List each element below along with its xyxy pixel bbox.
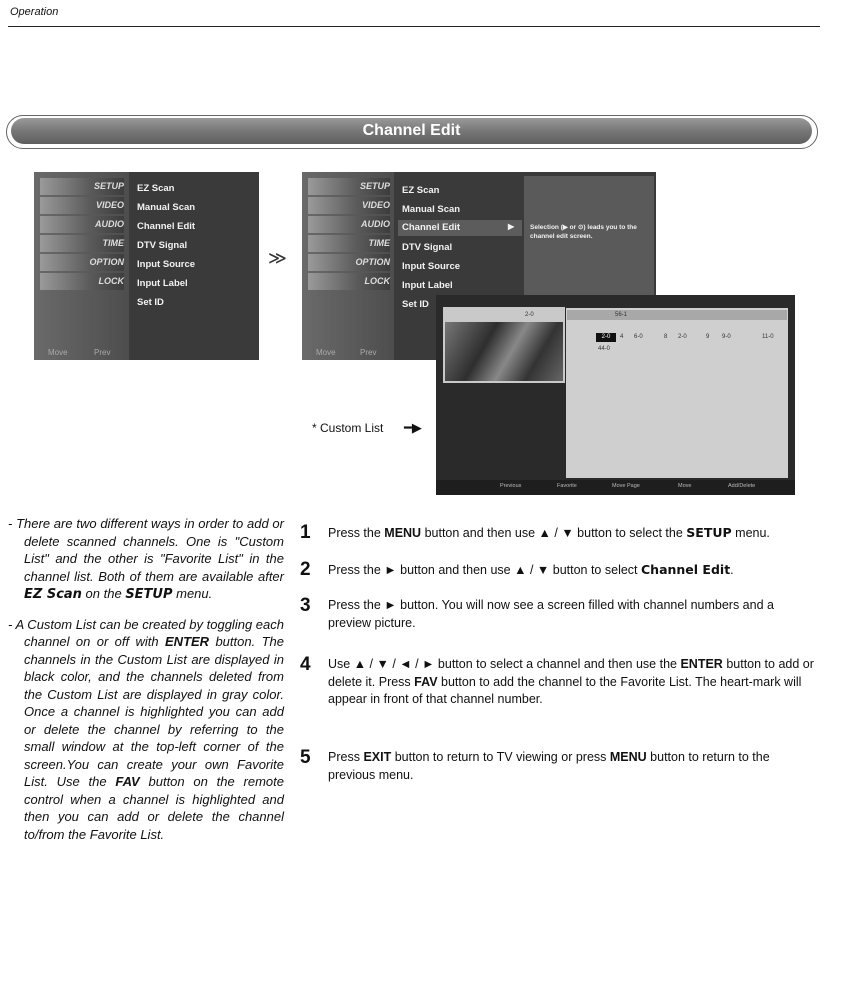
text-run: SETUP xyxy=(125,587,173,602)
step-number: 3 xyxy=(300,595,311,616)
text-run: on the xyxy=(81,586,126,601)
section-label: Operation xyxy=(10,6,59,18)
custom-list-label: * Custom List xyxy=(312,421,384,435)
text-run: Press the ► button and then use ▲ / ▼ button to select xyxy=(328,563,641,577)
text-run: . xyxy=(730,563,734,577)
note-paragraph: - A Custom List can be created by toggling each channel on or off with ENTER button. The channels in the Custom List are displayed in black color, and the channels deleted from the Custom List are displayed in gray color. Once a channel is highlighted you can add or delete the channel by referring to the small window at the top-left corner of the screen.You can create your own Favorite List. Use the FAV button on the remote control when a channel is highlighted and then you can add or delete the channel to/from the Favorite List. xyxy=(8,616,284,842)
menu-item-dtv-signal: DTV Signal xyxy=(137,240,188,251)
text-run: button to return to TV viewing or press xyxy=(391,750,610,764)
text-run: menu. xyxy=(172,586,213,601)
footer-move: Move xyxy=(678,483,692,489)
arrow-right-icon: ━▶ xyxy=(404,420,422,435)
menu-tab-setup: SETUP xyxy=(308,178,390,195)
menu-item-channel-edit: Channel Edit xyxy=(402,222,461,233)
text-run: button to add the channel to the Favorite List. The heart-mark will appear in front of that channel number. xyxy=(328,674,802,706)
step-text xyxy=(328,524,820,543)
channel-cell: 44-0 xyxy=(598,346,611,352)
menu-footer-prev: Prev xyxy=(94,348,111,357)
channel-highlighted: 2-0 xyxy=(596,333,616,342)
menu-tab-column xyxy=(34,172,129,360)
step-text xyxy=(328,561,820,580)
text-run: button to return to the previous menu. xyxy=(328,750,770,782)
menu-tab-setup: SETUP xyxy=(40,178,124,195)
text-run: menu. xyxy=(731,526,770,540)
step-number: 4 xyxy=(300,654,311,675)
menu-item-input-label: Input Label xyxy=(137,278,188,289)
menu-tab-lock: LOCK xyxy=(308,273,390,290)
menu-item-ez-scan: EZ Scan xyxy=(137,183,175,194)
text-run: A Custom List can be created by toggling each channel on or off with xyxy=(15,616,284,649)
menu-item-set-id: Set ID xyxy=(137,297,164,308)
text-run: button on the remote control when a channel is highlighted and then you can add or delete the channel to/from the Favorite List. xyxy=(24,774,284,842)
channel-cell: 2-0 xyxy=(678,334,687,340)
channel-grid-title: 56-1 xyxy=(615,312,628,318)
menu-tab-time: TIME xyxy=(308,235,390,252)
text-run: Channel Edit xyxy=(641,562,731,577)
text-run: Use ▲ / ▼ / ◄ / ► button to select a channel and then use the xyxy=(328,657,681,671)
header-rule xyxy=(8,26,820,27)
step-text xyxy=(328,656,820,709)
text-run: ENTER xyxy=(680,657,723,671)
menu-item-input-source: Input Source xyxy=(402,261,461,272)
menu-footer-move: Move xyxy=(48,348,68,357)
menu-tab-lock: LOCK xyxy=(40,273,124,290)
footer-move-page: Move Page xyxy=(612,483,640,489)
channel-grid-header xyxy=(567,310,787,320)
menu-tab-audio: AUDIO xyxy=(40,216,124,233)
menu-tab-video: VIDEO xyxy=(308,197,390,214)
preview-channel-number: 2-0 xyxy=(525,312,534,318)
step-text xyxy=(328,749,820,784)
footer-add-delete: Add/Delete xyxy=(728,483,756,489)
text-run: button. The channels in the Custom List are displayed in black color, and the channels deleted from the Custom List are displayed in gray color. Once a channel is highlighted you can add or delete the channel by referring to the small window at the top-left corner of the screen.You can create your own Favorite List. Use the xyxy=(24,634,284,789)
menu-item-dtv-signal: DTV Signal xyxy=(402,242,453,253)
text-run: Press the ► button. You will now see a screen filled with channel numbers and a preview picture. xyxy=(328,598,774,630)
channel-cell: 9 xyxy=(706,334,710,340)
channel-cell: 8 xyxy=(664,334,668,340)
channel-cell: 6-0 xyxy=(634,334,643,340)
menu-item-channel-edit: Channel Edit xyxy=(137,221,196,232)
text-run: There are two different ways in order to add or delete scanned channels. One is "Custom List" and the other is "Favorite List" in the channel list. Both of them are available after xyxy=(16,516,284,584)
footer-favorite: Favorite xyxy=(557,483,577,489)
text-run: SETUP xyxy=(686,525,732,540)
double-arrow-icon: ≫ xyxy=(268,248,287,268)
text-run: MENU xyxy=(609,750,647,764)
menu-item-ez-scan: EZ Scan xyxy=(402,185,440,196)
preview-picture xyxy=(445,322,563,381)
text-run: button to add or delete it. Press xyxy=(328,657,814,689)
menu-item-input-label: Input Label xyxy=(402,280,453,291)
text-run: EZ Scan xyxy=(24,587,82,602)
text-run: EXIT xyxy=(363,750,392,764)
menu-tab-option: OPTION xyxy=(308,254,390,271)
text-run: FAV xyxy=(414,674,438,689)
menu-footer-prev: Prev xyxy=(360,348,377,357)
menu-tab-audio: AUDIO xyxy=(308,216,390,233)
text-run: button and then use ▲ / ▼ button to select the xyxy=(421,526,687,540)
menu-item-set-id: Set ID xyxy=(402,299,429,310)
channel-cell: 9-0 xyxy=(722,334,731,340)
selected-marker-icon: ▶ xyxy=(508,222,515,231)
text-run: FAV xyxy=(115,774,140,789)
footer-previous: Previous xyxy=(500,483,522,489)
menu-help-text: Selection (▶ or ⊙) leads you to the channel edit screen. xyxy=(530,224,637,240)
menu-tab-video: VIDEO xyxy=(40,197,124,214)
menu-footer-move: Move xyxy=(316,348,336,357)
note-paragraph: - There are two different ways in order to add or delete scanned channels. One is "Custom List" and the other is "Favorite List" in the channel list. Both of them are available after EZ Scan on the SETUP menu. xyxy=(8,516,284,602)
menu-item-input-source: Input Source xyxy=(137,259,196,270)
menu-tab-option: OPTION xyxy=(40,254,124,271)
menu-item-manual-scan: Manual Scan xyxy=(137,202,196,213)
text-run: ENTER xyxy=(165,634,210,649)
setup-menu-screenshot xyxy=(34,172,259,360)
step-number: 5 xyxy=(300,747,311,768)
channel-cell: 4 xyxy=(620,334,624,340)
text-run: Press xyxy=(328,750,364,764)
menu-tab-time: TIME xyxy=(40,235,124,252)
channel-cell: 11-0 xyxy=(762,334,774,340)
step-text xyxy=(328,597,820,632)
menu-item-manual-scan: Manual Scan xyxy=(402,204,461,215)
text-run: MENU xyxy=(384,526,422,540)
step-number: 2 xyxy=(300,559,311,580)
step-number: 1 xyxy=(300,522,311,543)
text-run: Press the xyxy=(328,526,385,540)
menu-tab-column xyxy=(302,172,394,360)
notes-column xyxy=(8,515,284,855)
page-title: Channel Edit xyxy=(11,118,812,144)
